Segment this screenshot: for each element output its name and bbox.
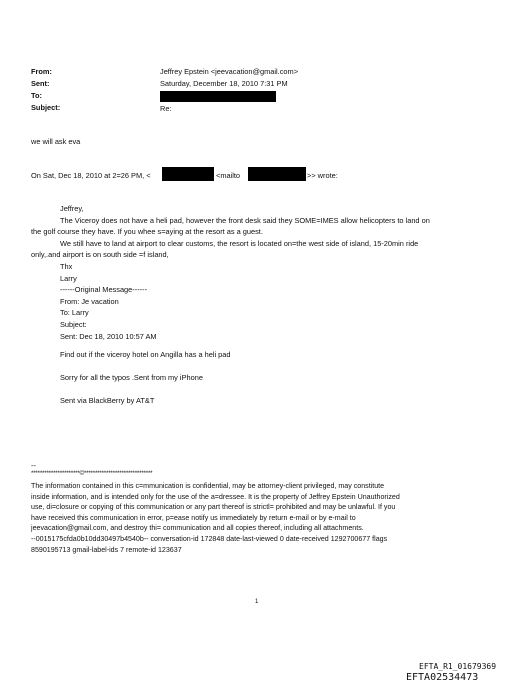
sent-value: Saturday, December 18, 2010 7:31 PM xyxy=(160,79,288,88)
disclaimer-line: The information contained in this c=mmunication is confidential, may be attorney-client privileged, may constitute xyxy=(31,482,385,490)
redaction-to xyxy=(160,91,276,102)
message-line: Subject: xyxy=(60,319,87,329)
disclaimer-line: inside information, and is intended only for the use of the a=dressee. It is the property of Jeffrey Epstein Unauthorized xyxy=(31,492,400,501)
message-line: ------Original Message------ xyxy=(60,285,148,295)
footer-id-secondary: EFTA02534473 xyxy=(406,672,479,683)
message-line: only,.and airport is on south side =f island, xyxy=(31,250,169,260)
quote-line-mailto: <mailto xyxy=(216,171,241,180)
disclaimer-line: --0015175cfda0b10dd30497b4540b-- conversation-id 172848 date-last-viewed 0 date-received 1292700677 flags xyxy=(31,534,388,543)
quoted-message xyxy=(31,203,430,342)
redaction-sender-name xyxy=(162,167,214,181)
signature-dashes: -- xyxy=(31,461,36,470)
message-line: To: Larry xyxy=(60,308,89,318)
disclaimer xyxy=(31,481,400,555)
original-body: Find out if the viceroy hotel on Angilla has a heli pad xyxy=(60,350,231,359)
subject-value: Re: xyxy=(160,104,172,113)
message-line: Larry xyxy=(60,273,77,283)
typos-line: Sorry for all the typos .Sent from my iPhone xyxy=(60,373,203,382)
message-line: We still have to land at airport to clear customs, the resort is located on=the west side of island, 15-20min ride xyxy=(60,238,419,248)
stars-divider: **********************©******************************* xyxy=(31,470,153,477)
page-number: 1 xyxy=(255,599,259,605)
footer-id-primary: EFTA_R1_01679369 xyxy=(419,662,497,671)
message-line: Sent: Dec 18, 2010 10:57 AM xyxy=(60,331,157,341)
from-label: From: xyxy=(31,67,52,76)
sent-label: Sent: xyxy=(31,79,50,88)
message-line: The Viceroy does not have a heli pad, however the front desk said they SOME=IMES allow helicopters to land on xyxy=(60,215,430,225)
message-line: Thx xyxy=(60,261,73,271)
message-line: From: Je vacation xyxy=(60,296,119,306)
to-label: To: xyxy=(31,91,42,100)
blackberry-line: Sent via BlackBerry by AT&T xyxy=(60,396,155,405)
quote-line-suffix: >> wrote: xyxy=(307,171,338,180)
disclaimer-line: use, di=closure or copying of this communication or any part thereof is strictl= prohibited and may be unlawful. If you xyxy=(31,503,396,512)
disclaimer-line: jeevacation@gmail.com, and destroy thi= communication and all copies thereof, including all attachments. xyxy=(31,524,364,533)
disclaimer-line: have received this communication in error, p=ease notify us immediately by return e-mail or by e-mail to xyxy=(31,513,356,522)
from-value: Jeffrey Epstein <jeevacation@gmail.com> xyxy=(160,67,299,76)
quote-line-prefix: On Sat, Dec 18, 2010 at 2=26 PM, < xyxy=(31,171,151,180)
reply-text: we will ask eva xyxy=(31,137,81,146)
redaction-sender-email xyxy=(248,167,306,181)
message-line: the golf course they have. If you whee s=aying at the resort as a guest. xyxy=(31,227,263,237)
message-line: Jeffrey, xyxy=(60,204,84,213)
disclaimer-line: 8590195713 gmail-label-ids 7 remote-id 123637 xyxy=(31,545,182,554)
subject-label: Subject: xyxy=(31,103,61,112)
